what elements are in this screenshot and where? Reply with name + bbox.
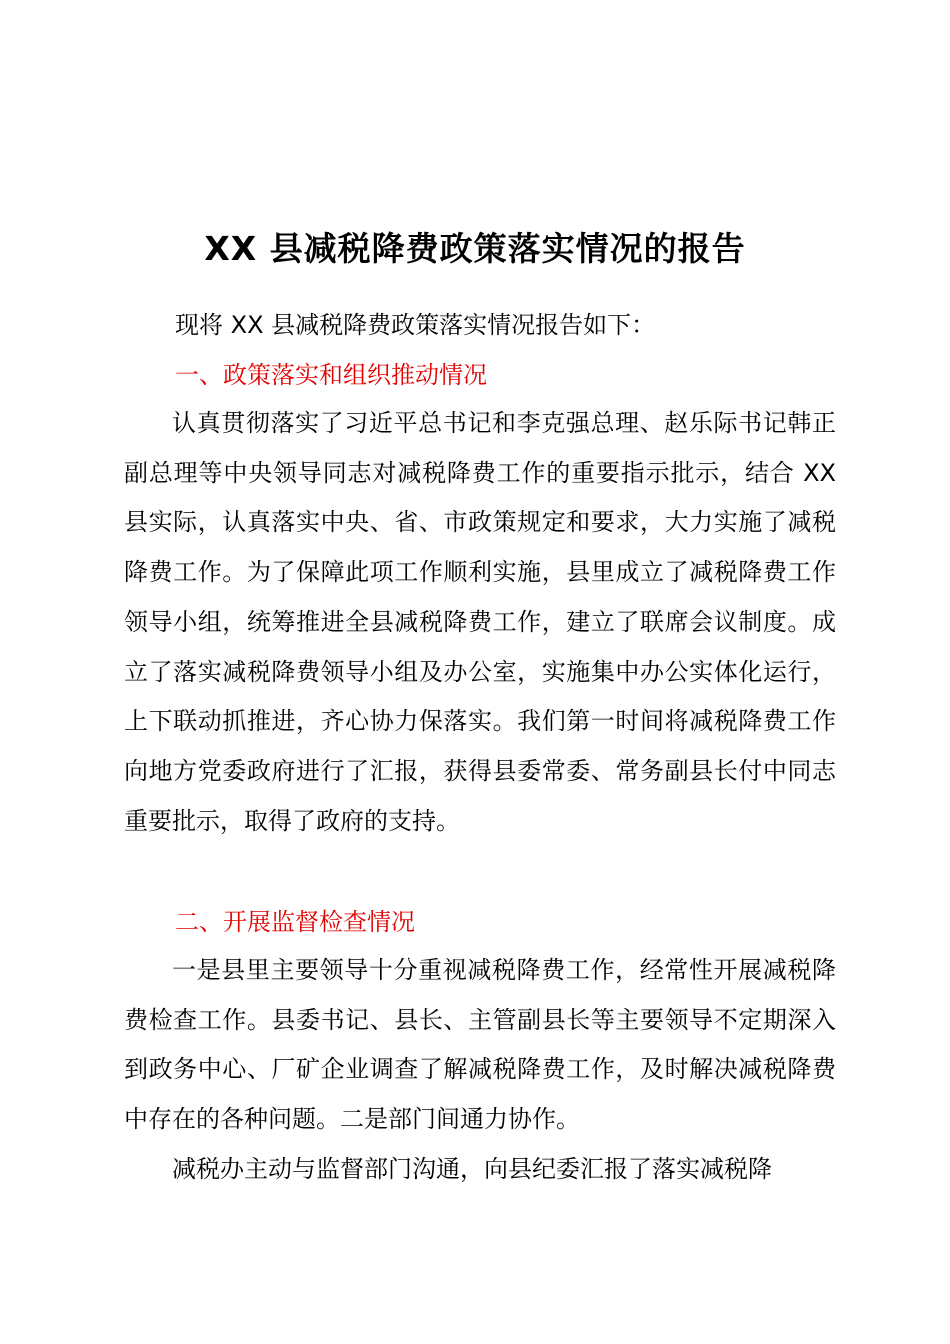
section-2-paragraph-2: 减税办主动与监督部门沟通，向县纪委汇报了落实减税降 [172, 1155, 772, 1183]
intro-text: 现将 XX 县减税降费政策落实情况报告如下： [175, 311, 656, 339]
section-1-paragraph: 认真贯彻落实了习近平总书记和李克强总理、赵乐际书记韩正副总理等中央领导同志对减税降费工作的重要指示批示，结合 XX 县实际，认真落实中央、省、市政策规定和要求，大力实施了减税降费工作。为了保障此项工作顺利实施，县里成立了减税降费工作领导小组，统筹推进全县减税降费工作，建立了联席会议制度。成立了落实减税降费领导小组及办公室，实施集中办公实体化运行，上下联动抓推进，齐心协力保落实。我们第一时间将减税降费工作向地方党委政府进行了汇报，获得县委常委、常务副县长付中同志重要批示，取得了政府的支持。 [124, 409, 836, 835]
section-2-paragraph-1: 一是县里主要领导十分重视减税降费工作，经常性开展减税降费检查工作。县委书记、县长、主管副县长等主要领导不定期深入到政务中心、厂矿企业调查了解减税降费工作，及时解决减税降费中存在的各种问题。二是部门间通力协作。 [124, 956, 836, 1134]
section-heading-1: 一、政策落实和组织推动情况 [175, 361, 487, 389]
document-title: XX 县减税降费政策落实情况的报告 [204, 229, 746, 268]
section-heading-2: 二、开展监督检查情况 [175, 908, 415, 936]
